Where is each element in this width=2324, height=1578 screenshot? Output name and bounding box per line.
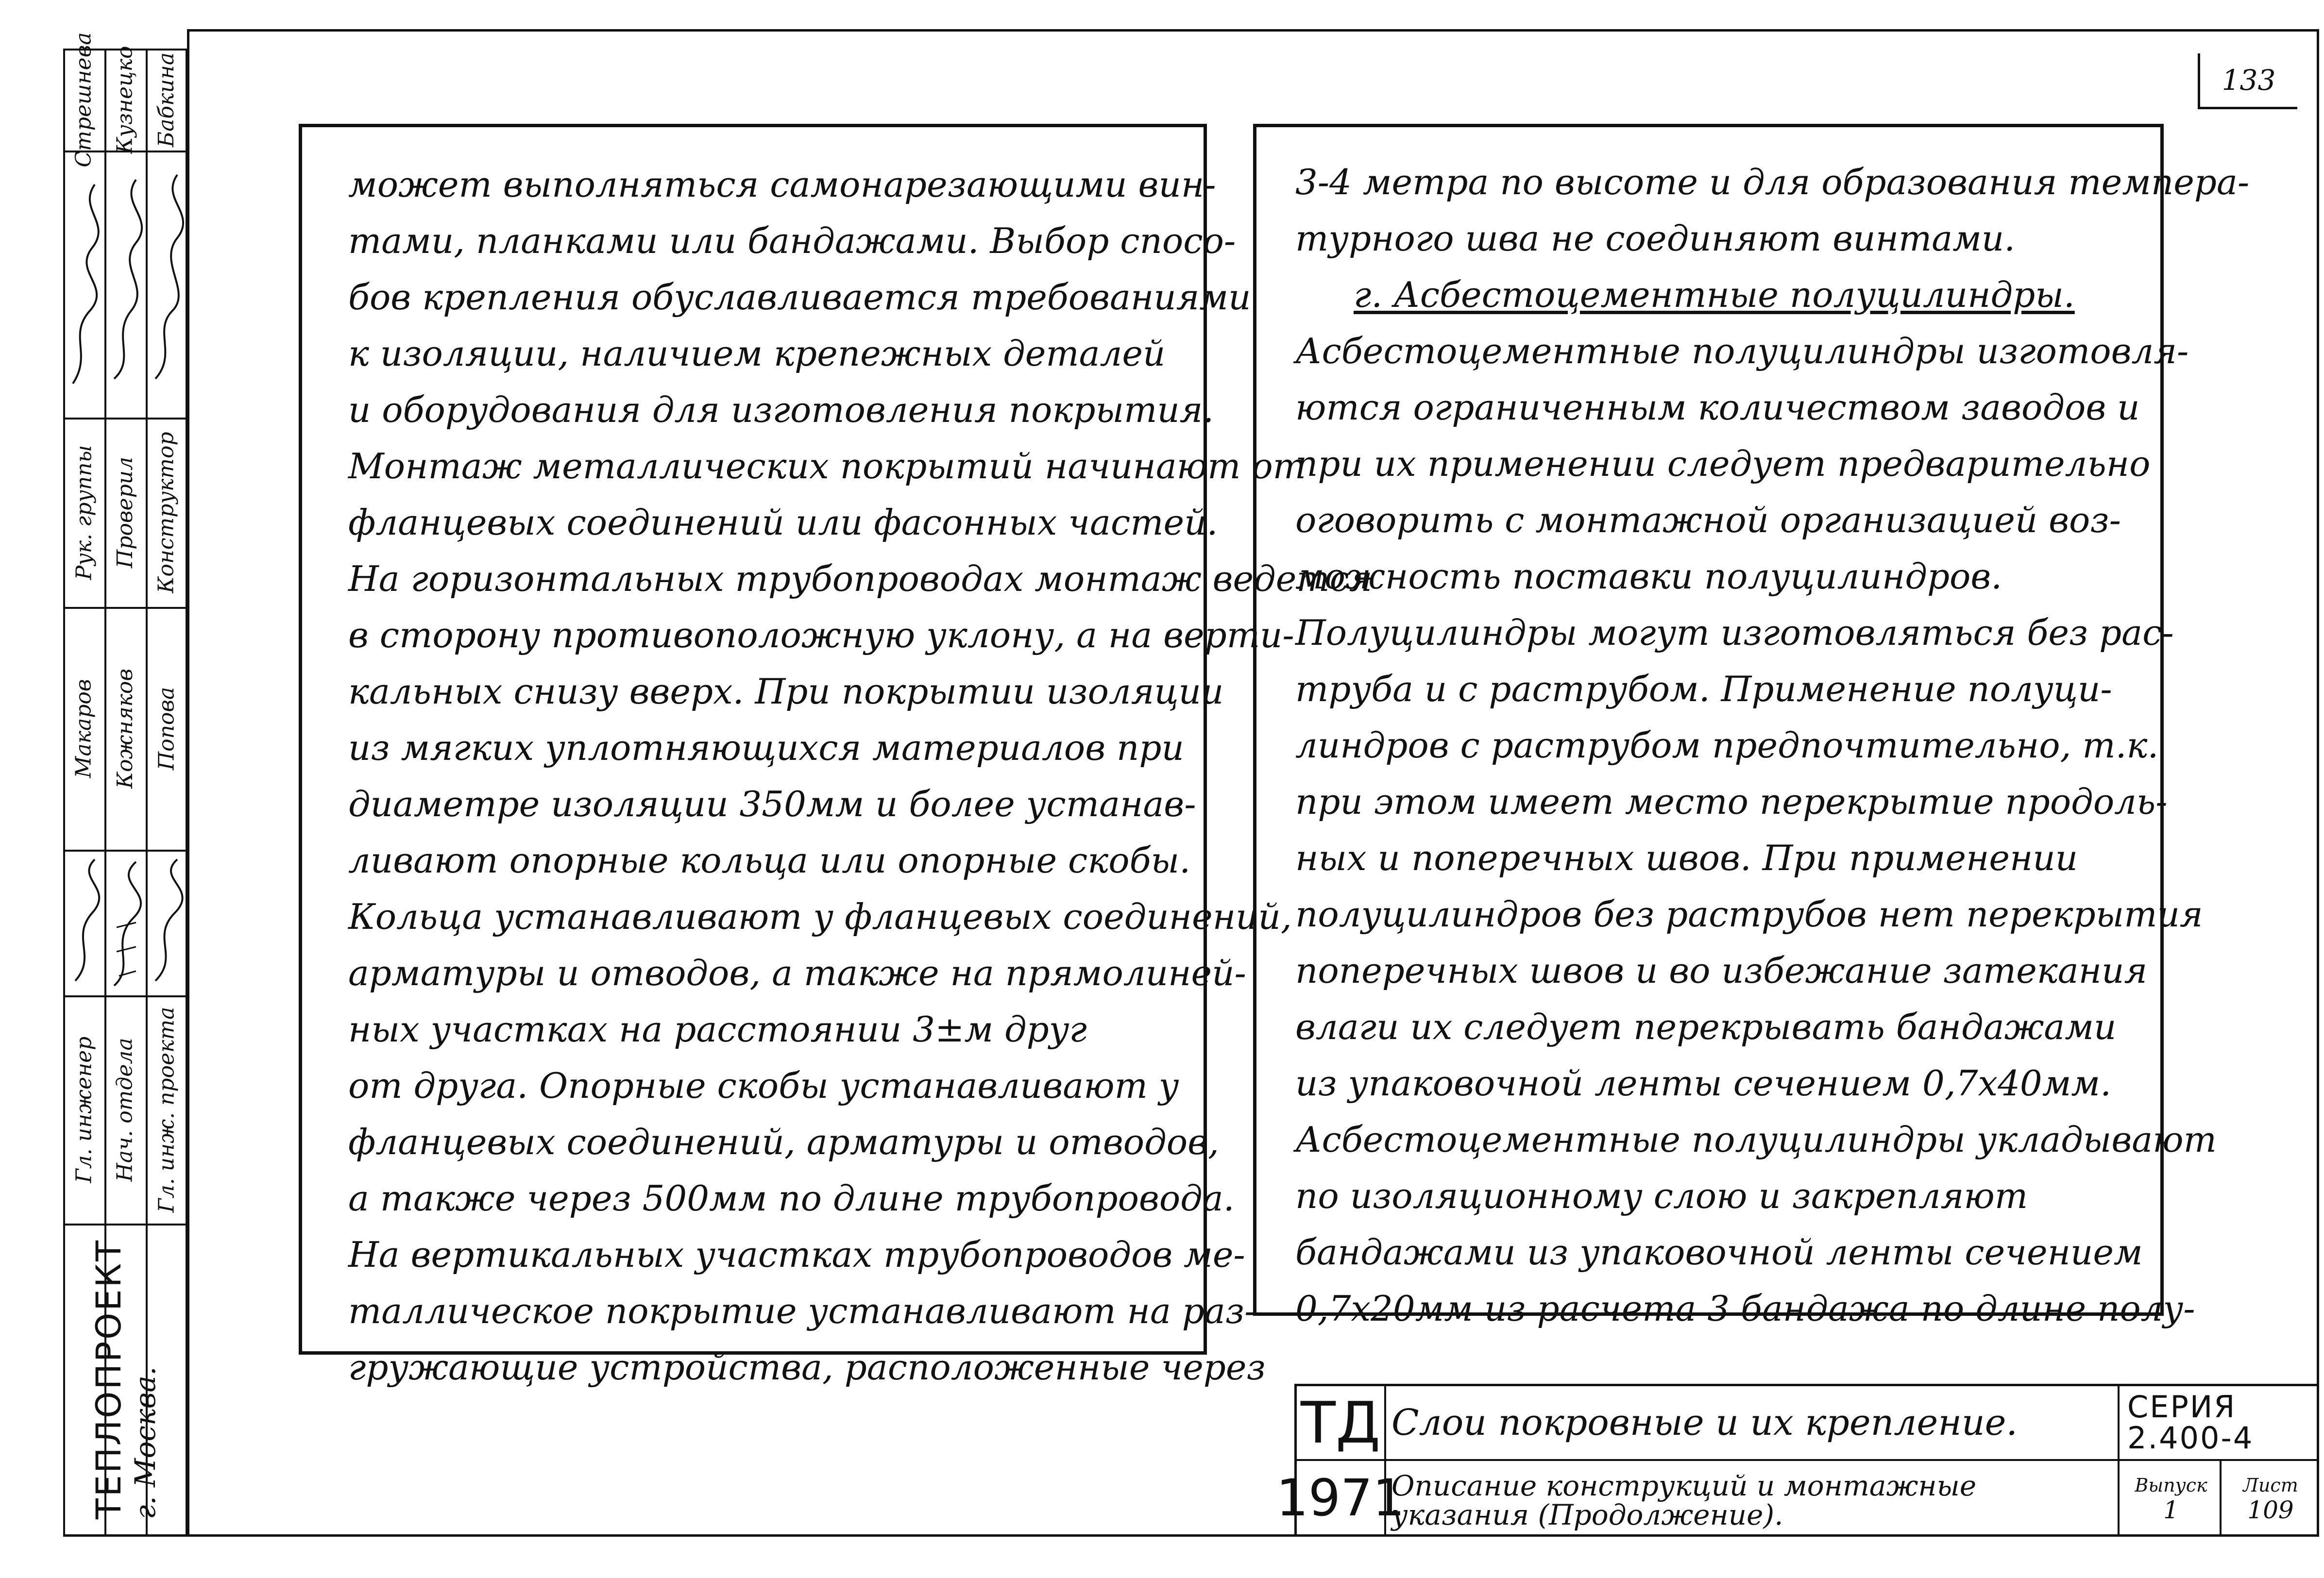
approval-stamp — [63, 32, 187, 1534]
stamp-sign-group: Рук. группы — [71, 445, 97, 580]
text-line: может выполняться самонарезающими вин- — [348, 164, 1216, 205]
signature-scribbles — [63, 850, 187, 995]
stamp-cell — [146, 418, 187, 607]
text-line: влаги их следует перекрывать бандажами — [1295, 1007, 2117, 1047]
code-cell — [1297, 1386, 1384, 1459]
stamp-sign-name: Стрешнева — [71, 32, 97, 168]
text-line: диаметре изоляции 350мм и более устанав- — [348, 784, 1196, 824]
text-line: бов крепления обуславливается требованиями — [348, 277, 1251, 318]
stamp-cell — [104, 995, 146, 1224]
issue-cell — [2122, 1461, 2220, 1537]
text-line: ных участках на расстоянии 3±м друг — [348, 1009, 1087, 1050]
text-line: Полуцилиндры могут изготовляться без рас- — [1295, 612, 2174, 653]
title-block-divider — [2118, 1386, 2120, 1537]
year-cell — [1276, 1459, 1405, 1537]
text-panel-left — [299, 124, 1373, 1388]
text-line: Кольца устанавливают у фланцевых соединений, — [348, 896, 1292, 937]
text-line: фланцевых соединений, арматуры и отводов, — [348, 1122, 1219, 1162]
text-line: и оборудования для изготовления покрытия. — [348, 389, 1214, 430]
document-year: 1971 — [1276, 1468, 1405, 1528]
text-line: арматуры и отводов, а также на прямолиней- — [348, 953, 1246, 993]
text-line: фланцевых соединений или фасонных частей. — [348, 502, 1218, 543]
stamp-cell — [104, 607, 146, 850]
stamp-sign-name: Бабкина — [154, 52, 179, 147]
text-line: к изоляции, наличием крепежных деталей — [348, 333, 1166, 374]
frame-top-border — [187, 29, 2319, 32]
text-line: из упаковочной ленты сечением 0,7х40мм. — [1295, 1063, 2112, 1104]
series-value: 2.400-4 — [2127, 1420, 2254, 1456]
issue-value: 1 — [2163, 1495, 2179, 1524]
text-line: 3-4 метра по высоте и для образования темпера- — [1295, 162, 2250, 202]
stamp-cell — [104, 418, 146, 607]
stamp-sign-group: Проверил — [113, 456, 138, 568]
stamp-role: Нач. отдела — [113, 1037, 137, 1182]
stamp-role: Гл. инженер — [71, 1036, 96, 1183]
text-line: из мягких уплотняющихся материалов при — [348, 727, 1184, 768]
text-line: а также через 500мм по длине трубопровода. — [348, 1178, 1235, 1219]
document-title: Слои покровные и их крепление. — [1391, 1402, 2018, 1444]
text-line: На горизонтальных трубопроводах монтаж ведется — [348, 558, 1373, 599]
title-cell — [1391, 1386, 2115, 1459]
text-line: при этом имеет место перекрытие продоль- — [1295, 781, 2168, 822]
text-line: в сторону противоположную уклону, а на верти- — [348, 615, 1294, 655]
sheet-label: Лист — [2243, 1474, 2298, 1496]
text-line: На вертикальных участках трубопроводов ме- — [348, 1234, 1245, 1275]
document-subtitle-line: указания (Продолжение). — [1391, 1498, 1783, 1531]
text-line: ных и поперечных швов. При применении — [1295, 838, 2078, 878]
stamp-cell — [146, 995, 187, 1224]
text-line: можность поставки полуцилиндров. — [1295, 556, 2002, 597]
stamp-sign-name: Кузнецко — [113, 45, 137, 154]
text-line: линдров с раструбом предпочтительно, т.к. — [1295, 725, 2159, 766]
document-subtitle-line: Описание конструкций и монтажные — [1391, 1469, 1977, 1502]
text-line: поперечных швов и во избежание затекания — [1295, 950, 2148, 991]
organization-city: г. Москва. — [128, 1366, 162, 1519]
text-line: оговорить с монтажной организацией воз- — [1295, 500, 2121, 540]
text-line: кальных снизу вверх. При покрытии изоляции — [348, 671, 1224, 712]
text-line: от друга. Опорные скобы устанавливают у — [348, 1065, 1179, 1106]
text-line: ются ограниченным количеством заводов и — [1295, 387, 2140, 428]
text-line: Асбестоцементные полуцилиндры укладывают — [1295, 1119, 2217, 1160]
document-code: ТД — [1300, 1389, 1381, 1456]
stamp-cell — [146, 607, 187, 850]
text-line: ливают опорные кольца или опорные скобы. — [348, 840, 1191, 881]
title-block — [1276, 1384, 2319, 1537]
page-number-value: 133 — [2222, 64, 2276, 97]
stamp-name: Кожняков — [113, 668, 137, 789]
section-heading: г. Асбестоцементные полуцилиндры. — [1354, 274, 2075, 315]
page-number — [2198, 53, 2297, 109]
text-line: по изоляционному слою и закрепляют — [1295, 1175, 2028, 1216]
stamp-cell — [146, 49, 187, 151]
text-line: Асбестоцементные полуцилиндры изготовля- — [1295, 331, 2189, 371]
text-panel-right — [1253, 124, 2250, 1329]
stamp-cell — [63, 995, 104, 1224]
issue-label: Выпуск — [2135, 1474, 2207, 1496]
text-line: бандажами из упаковочной ленты сечением — [1295, 1232, 2143, 1273]
subtitle-cell — [1391, 1464, 2115, 1537]
sheet-cell — [2222, 1461, 2319, 1537]
stamp-name: Попова — [154, 687, 179, 770]
stamp-cell — [63, 607, 104, 850]
text-line: гружающие устройства, расположенные через — [348, 1347, 1266, 1388]
stamp-cell — [104, 45, 146, 154]
frame-right-border — [2317, 29, 2319, 1534]
stamp-sign-group: Конструктор — [154, 431, 179, 593]
stamp-name: Макаров — [71, 678, 96, 778]
text-line: 0,7х20мм из расчета 3 бандажа по длине полу- — [1295, 1288, 2195, 1329]
text-line: полуцилиндров без раструбов нет перекрытия — [1295, 894, 2203, 935]
organization-box — [63, 1224, 187, 1534]
text-line: таллическое покрытие устанавливают на раз- — [348, 1291, 1256, 1331]
sheet-value: 109 — [2247, 1495, 2294, 1524]
stamp-cell — [63, 32, 104, 168]
title-block-divider — [2220, 1459, 2222, 1537]
stamp-cell — [63, 418, 104, 607]
text-line: при их применении следует предварительно — [1295, 443, 2151, 484]
text-line: труба и с раструбом. Применение полуци- — [1295, 669, 2112, 709]
signature-scribbles — [63, 151, 187, 418]
series-label: СЕРИЯ — [2127, 1389, 2237, 1425]
series-cell — [2122, 1386, 2317, 1459]
text-line: тами, планками или бандажами. Выбор спосо- — [348, 220, 1236, 261]
organization-name: ТЕПЛОПРОЕКТ — [88, 1239, 129, 1519]
text-line: турного шва не соединяют винтами. — [1295, 218, 2016, 259]
title-block-divider — [1297, 1459, 2319, 1461]
stamp-role: Гл. инж. проекта — [154, 1007, 179, 1212]
text-line: Монтаж металлических покрытий начинают от — [348, 446, 1306, 487]
